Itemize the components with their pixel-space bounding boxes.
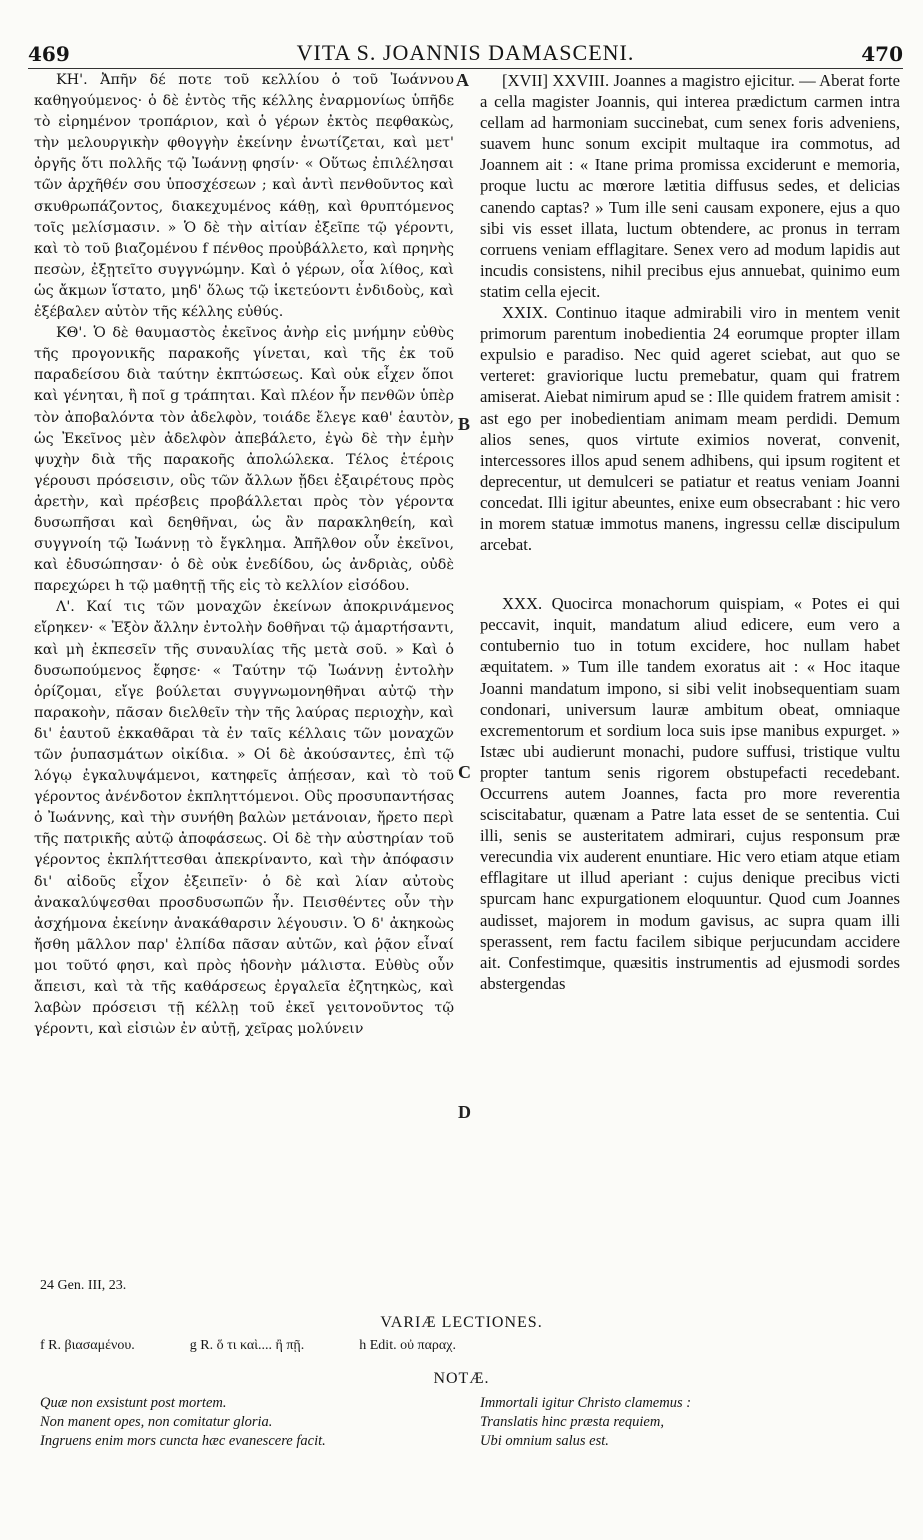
greek-paragraph-29: ΚΘ'. Ὁ δὲ θαυμαστὸς ἐκεῖνος ἀνὴρ εἰς μνήμην εὐθὺς τῆς προγονικῆς παρακοῆς γίνεται, καὶ τῆς ἐκ τοῦ παραδείσου διὰ ταύτην ἐκπτώσεως. Καὶ οὐκ εἶχεν ὅποι καὶ γένηται, ἢ ποῖ g τράπηται. Καὶ πλέον ἦν πενθῶν ὑπὲρ τὸν ἀποβαλόντα τὸν ἀδελφὸν, τοιάδε ἔλεγε καθ' ἑαυτὸν, ὡς Ἐκεῖνος μὲν ἀδελφὸν ἀπεβάλετο, ἐγὼ δὲ τὴν ἐμὴν ψυχὴν διὰ τῆς παρακοῆς ἀπολώλεκα. Τέλος ἑτέροις γέρουσι πρόσεισιν, οὓς τῶν ἄλλων ᾔδει ἐξαιρέτους πρὸς ἀρετὴν, καὶ πρέσβεις προβάλλεται πρὸς τὸν γέροντα δυσωπῆσαι καὶ δεηθῆναι, ὡς ἂν παρακληθείη, καὶ συγγνοίη τῷ Ἰωάννῃ τὸ ἔγκλημα. Ἀπῆλθον οὖν ἐκεῖνοι, καὶ ἐδυσώπησαν· ὁ δὲ οὐκ ἐνεδίδου, ὡς ἀνδριὰς, οὐδὲ παρεχώρει h τῷ μαθητῇ τῆς εἰς τὸ κελλίον εἰσόδου. [34,325,454,595]
greek-paragraph-28: ΚΗ'. Ἀπῆν δέ ποτε τοῦ κελλίου ὁ τοῦ Ἰωάννου καθηγούμενος· ὁ δὲ ἐντὸς τῆς κέλλης ἐναρμονίως ὑπῆδε τὸ εἰρημένον τροπάριον, καὶ ὁ γέρων ἐκτὸς πεφθακὼς, τὴν μελουργικὴν φθογγὴν ἐκείνην ἐνωτίζεται, καὶ μετ' ὀργῆς ὅτι πολλῆς τῷ Ἰωάννῃ φησίν· « Οὕτως ἐπιλέλησαι τῶν ἀρχῆθέν σου ὑποσχέσεων ; καὶ ἀντὶ πενθοῦντος καὶ σκυθρωπάζοντος, διακεχυμένος κάθῃ, καὶ θρυπτόμενος τοῖς μελίσμασιν. » Ὁ δὲ τὴν αἰτίαν ἐξεῖπε τῷ γέροντι, καὶ τὸ τοῦ βιαζομένου f πένθος προὐβάλλετο, καὶ πρηνὴς πεσὼν, ἐξῃτεῖτο συγγνώμην. Καὶ ὁ γέρων, οἷα λίθος, καὶ ὡς ἄκμων ἵστατο, μηδ' ὅλως τῷ ἱκετεύοντι ἐνδιδοὺς, καὶ ἐξέβαλεν αὐτὸν τῆς κέλλης εὐθύς. [34,72,454,321]
right-page-number: 470 [861,42,903,66]
verse-line: Ubi omnium salus est. [480,1433,609,1449]
latin-paragraph-29: XXIX. Continuo itaque admirabili viro in mentem venit primorum parentum inobedientia 24 eorumque propter illam expulsio e paradiso. Nec quid ageret sciebat, aut quo se verteret: graviorique luctu premebatur, quam qui fratrem amiserat. Aiebat nimirum apud se : Ille quidem fratrem amisit : ast ego per inobedientiam animam meam perdidi. Demum alios senes, quos virtute eximios noverat, convenit, intercessores illos apud senem adhibens, qui ipsum rogitent et deprecentur, ut demulceri se patiatur et reatus veniam Joanni concedat. Illi igitur abeuntes, enixe eum obsecrabant : hic vero in morem statuæ immotus manens, ingressu cellæ discipulum arcebat. [480,303,900,555]
variae-list [40,1338,903,1354]
verse-line: Immortali igitur Christo clamemus : [480,1395,692,1411]
variant-f: f R. βιασαμένου. [40,1338,135,1353]
variant-h: h Edit. οὐ παραχ. [359,1338,456,1353]
margin-marker-b: B [458,414,471,434]
verse-line: Ingruens enim mors cuncta hæc evanescere facit. [40,1433,326,1449]
two-column-body [28,70,903,1410]
variant-g: g R. ὅ τι καὶ.... ἢ πῇ. [189,1338,305,1353]
margin-marker-c: C [458,762,471,782]
verse-line: Non manent opes, non comitatur gloria. [40,1414,273,1430]
verse-line: Translatis hinc præsta requiem, [480,1414,664,1430]
margin-marker-d: D [458,1102,471,1122]
notae-left-column [40,1394,460,1451]
left-page-number: 469 [28,42,70,66]
margin-marker-a: A [456,70,469,90]
scripture-footnote: 24 Gen. III, 23. [40,1278,127,1293]
latin-paragraph-30: XXX. Quocirca monachorum quispiam, « Potes ei qui peccavit, inquit, mandatum aliud edicere, eum vero a contubernio tuo in totum excidere, hoc nullam habet æquitatem. » Tum ille tandem exoratus ait : « Hoc itaque Joanni mandatum impono, si sibi velit inobsequentiam suam condonari, universum lauræ ambitum obeat, omniaque excrementorum et sordium loca suis ipse manibus expurget. » Istæc ubi audierunt monachi, pudore suffusi, tristique vultu propter tantum senis rigorem obstupefacti recedebant. Occurrens autem Joannes, facta pro more reverentia sciscitabatur, quænam a Patre lata esset de se sententia. Cui illi, senis se austeritatem admirari, cujus responsum præ verecundia vix auderent enuntiare. Hic vero etiam atque etiam efflagitare ut illud aperiant : cujus denique precibus victi spurcam hanc expurgationem eloquuntur. Quod cum Joannes audisset, majorem in modum gavisus, ac supra quam illi sperassent, rem factu facilem sibique perjucundam accidere ait. Confestimque, quæsitis instrumentis ad ejusmodi sordes abstergendas [480,594,900,993]
running-title: VITA S. JOANNIS DAMASCENI. [296,40,635,65]
notae-heading: NOTÆ. [433,1370,490,1387]
latin-column [480,70,900,994]
latin-paragraph-28: [XVII] XXVIII. Joannes a magistro ejicitur. — Aberat forte a cella magister Joannis, qui interea prædictum carmen intra cellam ad harmoniam succinebat, cum senex foris adveniens, suavem hunc sonum excipit multaque ira commotus, ad Joannem ait : « Itane prima promissa exciderunt e memoria, proque luctu ac mœrore lætitia diffusus sedes, et delicias canendo captas? » Tum ille seni causam exponere, ejus a quo sibi vis esset illata, luctum obtendere, ac pronus in terram corruens veniam efflagitare. Senex vero ad modum lapidis aut incudis consistens, nihil precibus ejus annuebat, quinimo eum statim cella ejecit. [480,71,900,301]
greek-column [34,70,454,1040]
page-header [28,34,903,69]
verse-line: Quæ non exsistunt post mortem. [40,1395,227,1411]
greek-paragraph-30: Λ'. Καί τις τῶν μοναχῶν ἐκείνων ἀποκρινάμενος εἴρηκεν· « Ἐξὸν ἄλλην ἐντολὴν δοθῆναι τῷ ἁμαρτήσαντι, καὶ μὴ ἐκπεσεῖν τῆς συναυλίας τῆς μετὰ σοῦ. » Καὶ ὁ δυσωπούμενος ἔφησε· « Ταύτην τῷ Ἰωάννῃ ἐντολὴν ὁρίζομαι, εἴγε βούλεται συγγνωμονηθῆναι αὐτῷ τὴν παρακοὴν, πᾶσαν διελθεῖν τὴν τῆς λαύρας περιοχὴν, καὶ δι' ἑαυτοῦ ἐκκαθᾶραι τὰ ἐν ταῖς κέλλαις τῶν μοναχῶν τῶν ῥυπασμάτων οἰκίδια. » Οἱ δὲ ἀκούσαντες, ἐπὶ τῷ λόγῳ ἐγκαλυψάμενοι, κατηφεῖς ἀπῄεσαν, καὶ τὸ τοῦ γέροντος ἀνένδοτον ἐκπληττόμενοι. Οὓς προσυπαντήσας ὁ Ἰωάννης, καὶ τὴν συνήθη βαλὼν μετάνοιαν, ἤρετο περὶ τῆς πατρικῆς αὐτῷ ἀποφάσεως. Οἱ δὲ τὴν αὐστηρίαν τοῦ γέροντος ἐκπλήττεσθαι ἀπεκρίναντο, καὶ τὴν ἀπόφασιν δι' αἰδοῦς εἶχον ἐξειπεῖν· ὁ δὲ καὶ λίαν αὐτοὺς ἀνακαλύψεσθαι προσδυσωπῶν ἦν. Πεισθέντες οὖν τὴν ἀσχήμονα ἐκείνην ἀνακάθαρσιν λέγουσιν. Ὁ δ' ἀκηκοὼς ἤσθη μᾶλλον παρ' ἐλπίδα πᾶσαν αὐτῶν, καὶ ῥᾷον εἶναί μοι τοῦτό φησι, καὶ πρὸς ἡδονὴν μάλιστα. Εὐθὺς οὖν ἄπεισι, καὶ τὰ τῆς καθάρσεως ἐργαλεῖα ἐζητηκὼς, καὶ λαβὼν πρόσεισι τῇ κέλλῃ τοῦ ἐκεῖ γειτονοῦντος τῷ γέροντι, καὶ εἰσιὼν ἐν αὐτῇ, χεῖρας μολύνειν [34,599,454,1038]
notae-right-column [480,1394,900,1451]
variae-heading: VARIÆ LECTIONES. [380,1314,543,1331]
